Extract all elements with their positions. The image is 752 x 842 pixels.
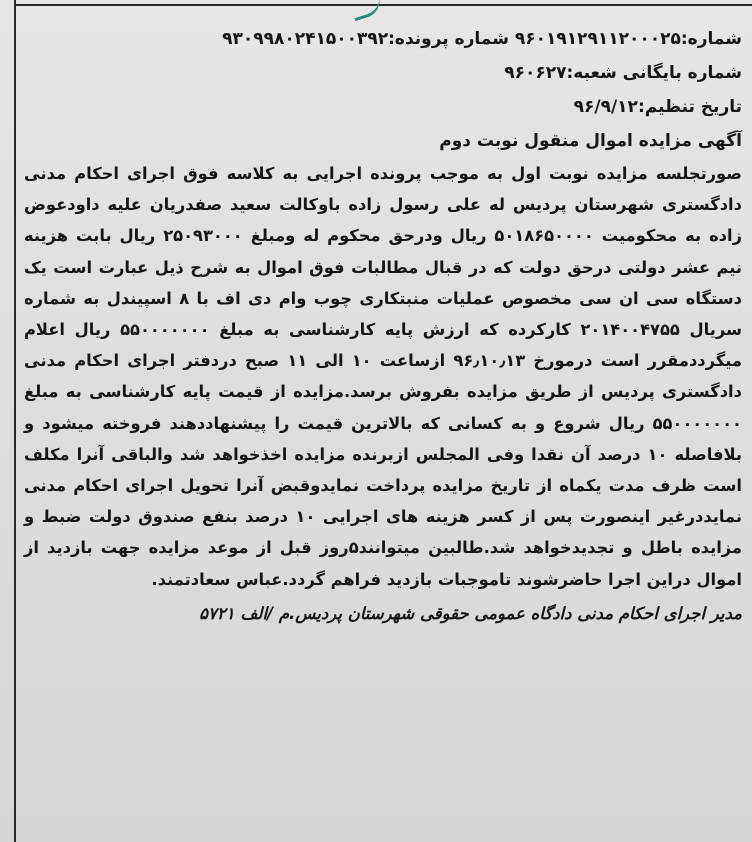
number-value: ۹۶۰۱۹۱۲۹۱۱۲۰۰۰۲۵	[514, 29, 681, 49]
pen-mark	[350, 0, 384, 21]
archive-value: ۹۶۰۶۲۷	[504, 63, 567, 83]
date-line	[24, 90, 742, 124]
column-rule	[14, 0, 16, 842]
notice-body: صورتجلسه مزایده نوبت اول به موجب پرونده اجرایی به کلاسه فوق اجرای احکام مدنی دادگستری شهرستان پردیس له علی رسول زاده باوکالت سعید صفدریان علیه داودعوض زاده به محکومیت ۵۰۱۸۶۵۰۰۰۰ ریال ودرحق محکوم له ومبلغ ۲۵۰۹۳۰۰۰ ریال بابت هزینه نیم عشر دولتی درحق دولت که در قبال مطالبات فوق اموال به شرح ذیل عبارت است یک دستگاه سی ان سی مخصوص عملیات منبتکاری چوب وام دی اف با ۸ اسپیندل به شماره سریال ۲۰۱۴۰۰۴۷۵۵ کارکرده که ارزش پایه کارشناسی به مبلغ ۵۵۰۰۰۰۰۰۰ ریال اعلام میگرددمقرر است درمورخ ۹۶٫۱۰٫۱۳ ازساعت ۱۰ الی ۱۱ صبح دردفتر اجرای احکام مدنی دادگستری پردیس از طریق مزایده بفروش برسد.مزایده از قیمت پایه کارشناسی به مبلغ ۵۵۰۰۰۰۰۰۰ ریال شروع و به کسانی که بالاترین قیمت را پیشنهاددهند فروخته میشود و بلافاصله ۱۰ درصد آن نقدا وفی المجلس ازبرنده مزایده اخذخواهد شد والباقی آنرا مکلف است ظرف مدت یکماه از تاریخ مزایده پرداخت نمایدوقبض آنرا تحویل اجرای احکام مدنی نمایددرغیر اینصورت پس از کسر هزینه های اجرایی ۱۰ درصد بنفع صندوق دولت ضبط و مزایده باطل و تجدیدخواهد شد.طالبین میتوانند۵روز قبل از موعد مزایده جهت بازدید از اموال دراین اجرا حاضرشوند تاموجبات بازدید فراهم گردد.عباس سعادتمند.	[24, 164, 743, 589]
case-number-label: شماره پرونده:	[388, 29, 509, 49]
top-rule	[14, 4, 752, 6]
notice-title: آگهی مزایده اموال منقول نوبت دوم	[439, 131, 742, 151]
date-label: تاریخ تنظیم:	[637, 97, 742, 117]
date-value: ۹۶/۹/۱۲	[573, 97, 638, 117]
archive-label: شماره بایگانی شعبه:	[566, 63, 742, 83]
auction-notice	[24, 22, 742, 631]
number-line	[24, 22, 742, 56]
number-label: شماره:	[680, 29, 742, 49]
archive-line	[24, 56, 742, 90]
signature-line: مدیر اجرای احکام مدنی دادگاه عمومی حقوقی شهرستان پردیس.م /الف ۵۷۲۱	[199, 603, 742, 623]
case-number-value: ۹۳۰۹۹۸۰۲۴۱۵۰۰۳۹۲	[222, 29, 389, 49]
